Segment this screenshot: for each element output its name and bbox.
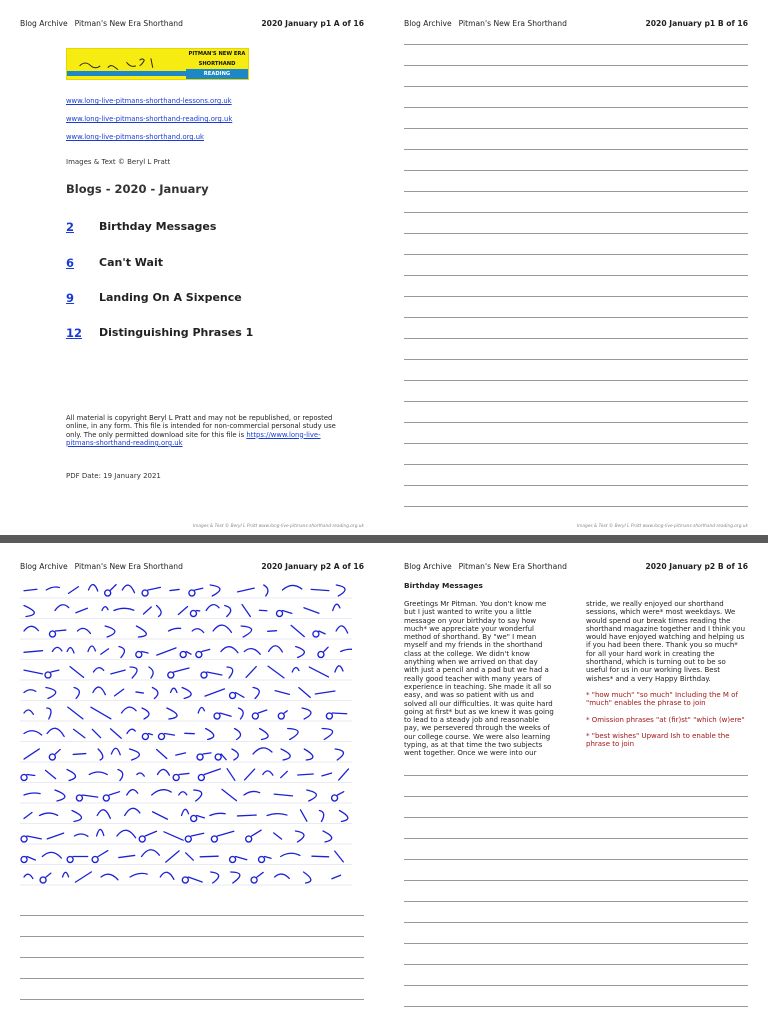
ruled-line: [404, 317, 748, 318]
ruled-line: [404, 149, 748, 150]
blog-title: Blogs - 2020 - January: [66, 182, 209, 196]
ruled-line: [404, 964, 748, 965]
ruled-line: [404, 44, 748, 45]
ruled-line: [404, 380, 748, 381]
article-column-2: [586, 600, 748, 756]
ruled-line: [404, 817, 748, 818]
credit-text: Images & Text © Beryl L Pratt: [66, 158, 171, 166]
ruled-line: [404, 796, 748, 797]
article-text: Greetings Mr Pitman. You don't know me but I just wanted to write you a little message on your birthday to say how much* we appreciate your wonderful method of shorthand. By "we" I mean myself and my friends in the shorthand class at the college. We didn't know anything when we arrived on that day with just a pencil and a pad but we had a really good teacher with many years of experience in teaching. She made it all so easy, and was so patient with us and solved all our difficulties. It was quite hard going at first* but as we knew it was going to lead to a steady job and reasonable pay, we persevered through the weeks of our college course. We were also learning typing, as at that time the two subjects went together. Once we were into our: [404, 600, 554, 758]
ruled-line: [404, 338, 748, 339]
toc-item[interactable]: [66, 326, 296, 342]
logo: [66, 48, 249, 80]
ruled-line: [404, 922, 748, 923]
ruled-line: [404, 128, 748, 129]
ruled-line: [404, 233, 748, 234]
header-page-label: 2020 January p2 B of 16: [645, 562, 748, 571]
ruled-line: [404, 275, 748, 276]
ruled-line: [404, 464, 748, 465]
toc-item[interactable]: [66, 256, 296, 272]
ruled-line: [20, 915, 364, 916]
logo-text-1: PITMAN'S NEW ERA: [186, 49, 248, 59]
ruled-line: [404, 443, 748, 444]
ruled-line: [404, 880, 748, 881]
toc-item[interactable]: [66, 220, 296, 236]
footnote: * Omission phrases "at (fir)st" "which (w)ere": [586, 715, 745, 724]
header-page-label: 2020 January p2 A of 16: [261, 562, 364, 571]
toc-page-link[interactable]: 6: [66, 256, 75, 270]
toc-title: Distinguishing Phrases 1: [99, 326, 254, 339]
toc-page-link[interactable]: 12: [66, 326, 83, 340]
link-main[interactable]: www.long-live-pitmans-shorthand.org.uk: [66, 133, 204, 141]
header-name: Pitman's New Era Shorthand: [458, 562, 567, 571]
header-site: Blog Archive: [20, 562, 68, 571]
logo-text-3: READING: [186, 69, 248, 79]
page-p2a: [0, 543, 384, 1024]
toc-title: Landing On A Sixpence: [99, 291, 242, 304]
practice-lines: [404, 44, 748, 514]
shorthand-outlines-icon: [20, 580, 352, 896]
ruled-line: [404, 212, 748, 213]
logo-shorthand-art: [67, 49, 186, 79]
ruled-line: [404, 254, 748, 255]
header-site: Blog Archive: [20, 19, 68, 28]
ruled-line: [404, 170, 748, 171]
toc-page-link[interactable]: 9: [66, 291, 75, 305]
ruled-line: [404, 775, 748, 776]
ruled-line: [20, 978, 364, 979]
ruled-line: [404, 107, 748, 108]
ruled-line: [20, 999, 364, 1000]
page-header: [20, 19, 364, 31]
ruled-line: [404, 86, 748, 87]
logo-text-2: SHORTHAND: [186, 59, 248, 69]
header-name: Pitman's New Era Shorthand: [74, 19, 183, 28]
copyright-text: All material is copyright Beryl L Pratt and may not be republished, or reposted online, in any form. This file is intended for non-commercial personal study use only. The only permitted download site for this file is: [66, 414, 336, 439]
header-site: Blog Archive: [404, 19, 452, 28]
ruled-line: [404, 506, 748, 507]
article-text: stride, we really enjoyed our shorthand sessions, which were* most weekdays. We would spend our break times reading the shorthand magazine together and I think you would have enjoyed watching and helping us if you had been there. Thank you so much* for all your hard work in creating the shorthand, which is turning out to be so useful for us in our working lives. Best wishes* and a very Happy Birthday.: [586, 600, 746, 683]
page-footer: Images & Text © Beryl L Pratt www.long-live-pitmans-shorthand-reading.org.uk: [576, 524, 748, 529]
ruled-line: [404, 65, 748, 66]
page-p1a: [0, 0, 384, 535]
ruled-line: [404, 422, 748, 423]
link-reading[interactable]: www.long-live-pitmans-shorthand-reading.org.uk: [66, 115, 233, 123]
ruled-line: [404, 296, 748, 297]
practice-lines: [20, 915, 364, 1015]
copyright-link[interactable]: https://www.long-live-pitmans-shorthand-reading.org.uk: [66, 430, 321, 447]
toc-item[interactable]: [66, 291, 296, 307]
page-header: [404, 19, 748, 31]
link-lessons[interactable]: www.long-live-pitmans-shorthand-lessons.org.uk: [66, 97, 232, 105]
ruled-line: [404, 191, 748, 192]
header-page-label: 2020 January p1 A of 16: [261, 19, 364, 28]
copyright-notice: [66, 414, 346, 447]
ruled-line: [404, 943, 748, 944]
ruled-line: [404, 359, 748, 360]
header-page-label: 2020 January p1 B of 16: [645, 19, 748, 28]
article-column-1: [404, 600, 554, 766]
footnote: * "best wishes" Upward Ish to enable the phrase to join: [586, 731, 730, 749]
ruled-line: [404, 1006, 748, 1007]
page-p1b: [384, 0, 768, 535]
ruled-line: [404, 838, 748, 839]
ruled-line: [404, 901, 748, 902]
ruled-line: [404, 859, 748, 860]
toc-title: Can't Wait: [99, 256, 163, 269]
practice-lines: [404, 775, 748, 1020]
footnote: * "how much" "so much" Including the M of "much" enables the phrase to join: [586, 690, 738, 708]
header-site: Blog Archive: [404, 562, 452, 571]
ruled-line: [20, 957, 364, 958]
toc-title: Birthday Messages: [99, 220, 217, 233]
page-header: [404, 562, 748, 574]
pdf-date: PDF Date: 19 January 2021: [66, 472, 161, 480]
header-name: Pitman's New Era Shorthand: [74, 562, 183, 571]
ruled-line: [20, 936, 364, 937]
page-footer: Images & Text © Beryl L Pratt www.long-live-pitmans-shorthand-reading.org.uk: [192, 524, 364, 529]
ruled-line: [404, 401, 748, 402]
page-header: [20, 562, 364, 574]
toc-page-link[interactable]: 2: [66, 220, 75, 234]
article-title: Birthday Messages: [404, 581, 483, 590]
ruled-line: [404, 485, 748, 486]
ruled-line: [404, 985, 748, 986]
header-name: Pitman's New Era Shorthand: [458, 19, 567, 28]
page-p2b: [384, 543, 768, 1024]
shorthand-image: [20, 580, 352, 896]
